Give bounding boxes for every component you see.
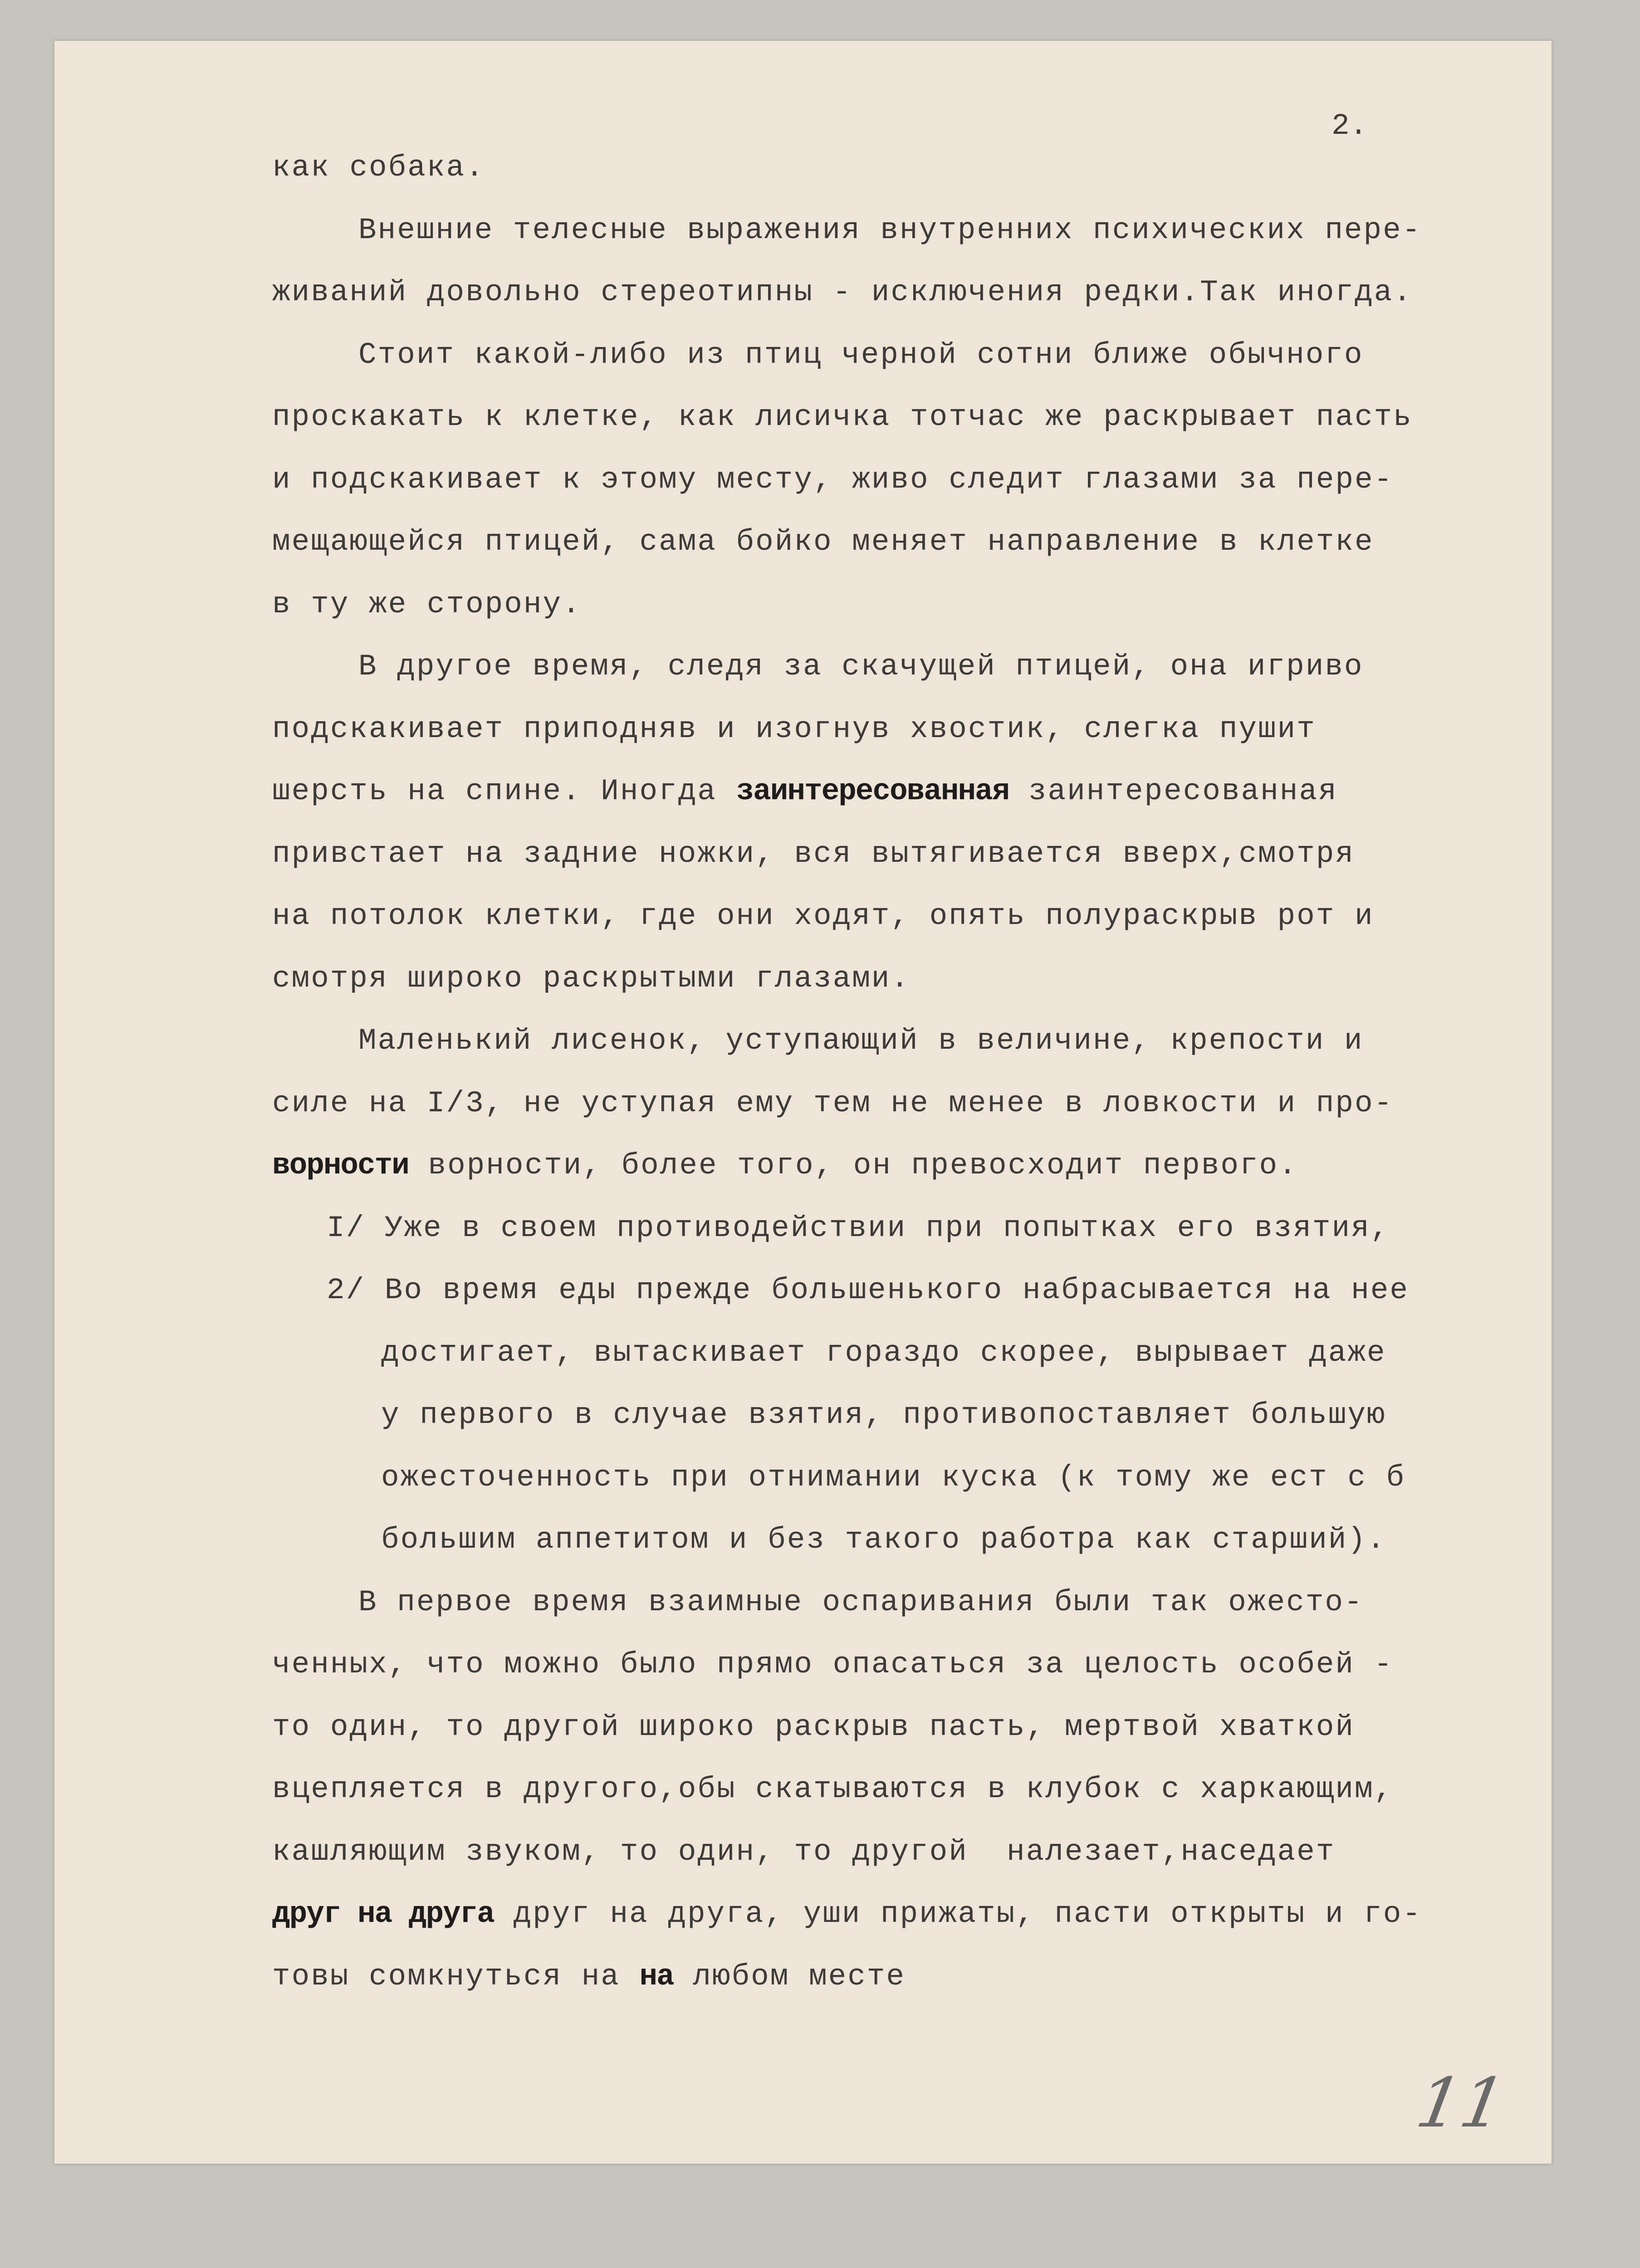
- text-line-continuation: заинтересованная: [1009, 774, 1338, 808]
- text-line: [381, 1522, 1386, 1558]
- text-line-content: привстает на задние ножки, вся вытягивается вверх,смотря: [272, 837, 1355, 871]
- text-line: [272, 1959, 906, 1995]
- struck-out-typing: на: [639, 1960, 674, 1994]
- text-line-content: и подскакивает к этому месту, живо следит глазами за пере-: [272, 463, 1394, 497]
- text-line-content: В первое время взаимные оспаривания были так ожесто-: [358, 1585, 1364, 1619]
- text-line: [327, 1272, 1409, 1309]
- text-line: [272, 274, 1413, 311]
- text-line: [381, 1335, 1386, 1371]
- text-line-content: Маленький лисенок, уступающий в величине, крепости и: [358, 1024, 1364, 1058]
- text-line-content: силе на I/3, не уступая ему тем не менее в ловкости и про-: [272, 1086, 1394, 1120]
- text-line-content: I/ Уже в своем противодействии при попытках его взятия,: [327, 1211, 1390, 1245]
- text-line-content: В другое время, следя за скачущей птицей, она игриво: [358, 650, 1364, 684]
- text-line: [272, 711, 1316, 748]
- struck-out-typing: ворности: [272, 1149, 409, 1183]
- text-line-content: живаний довольно стереотипны - исключения редки.Так иногда.: [272, 275, 1413, 309]
- text-line-content: ожесточенность при отнимании куска (к тому же ест с б: [381, 1461, 1406, 1495]
- text-line-content: мещающейся птицей, сама бойко меняет направление в клетке: [272, 525, 1374, 559]
- text-line: [272, 961, 910, 997]
- text-line-continuation: друг на друга, уши прижаты, пасти открыты и го-: [494, 1897, 1422, 1931]
- text-line-content: ченных, что можно было прямо опасаться за целость особей -: [272, 1647, 1394, 1681]
- text-line-content: достигает, вытаскивает гораздо скорее, вырывает даже: [381, 1336, 1386, 1370]
- text-line: [272, 462, 1393, 498]
- text-line: [381, 1397, 1386, 1433]
- text-line: [272, 1148, 1298, 1184]
- text-line-content: то один, то другой широко раскрыв пасть, мертвой хваткой: [272, 1710, 1355, 1744]
- text-line-content: подскакивает приподняв и изогнув хвостик, слегка пушит: [272, 712, 1316, 746]
- text-line: [358, 649, 1364, 685]
- text-line-content: кашляющим звуком, то один, то другой налезает,наседает: [272, 1835, 1336, 1869]
- text-line-continuation: ворности, более того, он превосходит первого.: [408, 1149, 1298, 1183]
- text-line: [272, 399, 1413, 435]
- text-line: [272, 836, 1355, 872]
- text-line-content: 2/ Во время еды прежде большенького набрасывается на нее: [327, 1273, 1409, 1307]
- text-line-continuation: любом месте: [673, 1960, 906, 1994]
- text-line: [272, 587, 582, 623]
- document-page: [54, 41, 1552, 2164]
- text-line: [381, 1460, 1405, 1496]
- text-line-content: Внешние телесные выражения внутренних психических пере-: [358, 213, 1422, 247]
- text-line: [272, 773, 1338, 810]
- text-line: [272, 524, 1374, 560]
- text-line: [272, 1647, 1393, 1683]
- text-line: [358, 1023, 1364, 1059]
- text-line: [272, 1896, 1422, 1932]
- text-line: [272, 898, 1374, 934]
- text-line-content: шерсть на спине. Иногда: [272, 774, 736, 808]
- text-line-content: проскакать к клетке, как лисичка тотчас же раскрывает пасть: [272, 400, 1413, 434]
- text-line-content: вцепляется в другого,обы скатываются в клубок с харкающим,: [272, 1772, 1394, 1806]
- text-line-content: большим аппетитом и без такого работра как старший).: [381, 1523, 1386, 1557]
- text-line: [358, 337, 1364, 373]
- text-line: [272, 1709, 1355, 1745]
- text-line-content: Стоит какой-либо из птиц черной сотни ближе обычного: [358, 338, 1364, 372]
- page-number: 2.: [1332, 109, 1368, 143]
- struck-out-typing: друг на друга: [272, 1897, 494, 1931]
- handwritten-folio-number: 11: [1410, 2064, 1512, 2143]
- text-line: [327, 1210, 1390, 1246]
- text-line-content: товы сомкнуться на: [272, 1960, 640, 1994]
- text-line: [272, 1771, 1393, 1808]
- text-line-content: как собака.: [272, 151, 485, 185]
- text-line-content: смотря широко раскрытыми глазами.: [272, 962, 911, 996]
- text-line-content: на потолок клетки, где они ходят, опять полураскрыв рот и: [272, 899, 1374, 933]
- text-line: [272, 1834, 1335, 1870]
- struck-out-typing: заинтересованная: [736, 774, 1009, 808]
- text-line: [358, 212, 1421, 249]
- text-line-content: в ту же сторону.: [272, 587, 582, 621]
- text-line: [272, 150, 485, 186]
- text-line: [272, 1085, 1393, 1122]
- text-line-content: у первого в случае взятия, противопоставляет большую: [381, 1398, 1386, 1432]
- text-line: [358, 1584, 1364, 1621]
